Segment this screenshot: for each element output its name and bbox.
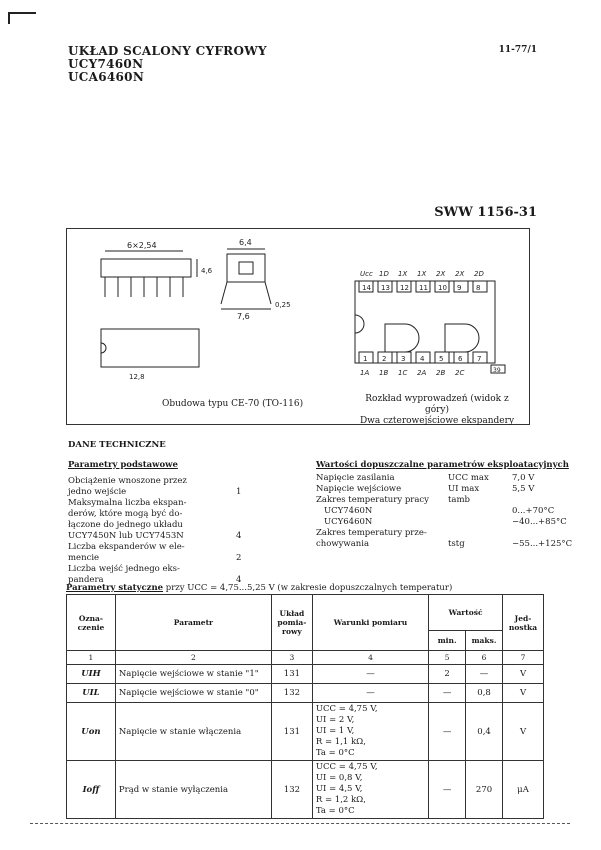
cell-symbol: Ioff <box>67 761 116 819</box>
package-top-view <box>101 329 199 367</box>
pin-number: 14 <box>362 284 371 292</box>
dim-span: 12,8 <box>129 373 145 381</box>
col-conditions-header: Warunki pomiaru <box>312 595 428 651</box>
ref-number: 39 <box>493 367 501 374</box>
cell-unit: V <box>503 703 544 761</box>
cell-circuit: 131 <box>271 703 312 761</box>
package-side-view <box>101 251 197 297</box>
basic-param-line <box>68 520 268 531</box>
limit-name: Napięcie zasilania <box>316 473 395 483</box>
limit-name: UCY7460N <box>324 506 373 516</box>
title-line-2: UCY7460N <box>68 57 144 71</box>
cell-circuit: 131 <box>271 665 312 684</box>
pin-label: 2X <box>455 270 465 278</box>
basic-param-text: mencie <box>68 553 100 563</box>
cell-circuit: 132 <box>271 684 312 703</box>
static-params-table <box>66 594 544 819</box>
limit-symbol: UCC max <box>448 473 489 483</box>
basic-param-text: łączone do jednego układu <box>68 520 183 530</box>
limits-table <box>314 473 594 550</box>
package-leads <box>105 277 183 297</box>
condition-line: UI = 4,5 V, <box>315 784 363 794</box>
limits-heading: Wartości dopuszczalne parametrów eksploatacyjnych <box>316 460 569 470</box>
limit-name: Zakres temperatury pracy <box>316 495 429 505</box>
basic-param-value: 2 <box>236 553 242 563</box>
pin-label: 2C <box>455 369 465 377</box>
limit-value: 7,0 V <box>512 473 535 483</box>
pin-number: 3 <box>401 355 406 363</box>
col-number: 1 <box>67 651 116 665</box>
basic-param-text: UCY7450N lub UCY7453N <box>68 531 184 541</box>
dim-pitch: 6×2,54 <box>127 241 157 250</box>
cell-symbol: UIL <box>67 684 116 703</box>
cell-min: — <box>429 684 466 703</box>
document-title <box>68 45 267 84</box>
limit-value: 5,5 V <box>512 484 535 494</box>
col-number: 6 <box>466 651 503 665</box>
basic-param-text: pandera <box>68 575 104 585</box>
col-number: 5 <box>429 651 466 665</box>
limit-symbol <box>446 528 510 539</box>
pin-number: 10 <box>438 284 447 292</box>
limit-symbol: tstg <box>448 539 465 549</box>
pin-label: 1C <box>398 369 408 377</box>
bottom-rule <box>30 823 570 824</box>
dim-thick: 0,25 <box>275 301 291 309</box>
pin-number: 11 <box>419 284 428 292</box>
pin-label: 1D <box>379 270 389 278</box>
condition-line: UI = 2 V, <box>315 715 355 725</box>
schematic-bottom-pins <box>359 352 487 377</box>
col-symbol-header: Ozna-czenie <box>67 595 116 651</box>
dim-height: 4,6 <box>201 267 213 275</box>
col-value-header: Wartość <box>429 595 503 631</box>
pin-number: 5 <box>439 355 444 363</box>
col-number: 3 <box>271 651 312 665</box>
limit-value <box>510 528 594 539</box>
cell-max: 270 <box>466 761 503 819</box>
col-min-header: min. <box>429 631 466 651</box>
cell-param: Napięcie wejściowe w stanie "0" <box>115 684 271 703</box>
limit-name: Napięcie wejściowe <box>316 484 402 494</box>
pin-label: 1X <box>398 270 408 278</box>
col-max-header: maks. <box>466 631 503 651</box>
cell-param: Napięcie wejściowe w stanie "1" <box>115 665 271 684</box>
cell-min: 2 <box>429 665 466 684</box>
pin-label: 2B <box>436 369 446 377</box>
condition-line: Ta = 0°C <box>315 748 355 758</box>
page-code: 11-77/1 <box>498 45 537 55</box>
cell-conditions <box>312 761 428 819</box>
col-number: 7 <box>503 651 544 665</box>
table-row <box>67 665 544 684</box>
cell-conditions <box>312 703 428 761</box>
cell-max: 0,8 <box>466 684 503 703</box>
limit-value <box>510 495 594 506</box>
basic-param-value: 1 <box>236 487 242 497</box>
basic-param-text: derów, które mogą być do- <box>68 509 183 519</box>
col-param-header: Parametr <box>115 595 271 651</box>
cell-min: — <box>429 761 466 819</box>
col-unit-header: Jed-nostka <box>503 595 544 651</box>
basic-param-line <box>68 509 268 520</box>
package-caption: Obudowa typu CE-70 (TO-116) <box>162 399 304 409</box>
cell-conditions <box>312 665 428 684</box>
standard-number: SWW 1156-31 <box>434 205 537 220</box>
tech-heading: DANE TECHNICZNE <box>68 440 166 450</box>
cell-symbol: UIH <box>67 665 116 684</box>
basic-param-line <box>68 487 268 498</box>
pin-label: 1X <box>417 270 427 278</box>
pin-label: 1B <box>379 369 389 377</box>
pinout-caption <box>357 394 517 427</box>
basic-param-line <box>68 531 268 542</box>
limit-symbol <box>446 506 510 517</box>
basic-param-text: jedno wejście <box>68 487 127 497</box>
limit-symbol: tamb <box>448 495 470 505</box>
limit-name: UCY6460N <box>324 517 373 527</box>
basic-param-value: 4 <box>236 575 242 585</box>
cell-circuit: 132 <box>271 761 312 819</box>
limit-name: chowywania <box>316 539 370 549</box>
condition-line: — <box>366 688 375 698</box>
limit-value: 0...+70°C <box>512 506 555 516</box>
basic-param-text: Liczba ekspanderów w ele- <box>68 542 185 552</box>
condition-line: Ta = 0°C <box>315 806 355 816</box>
pin-label: 1A <box>360 369 370 377</box>
basic-params-heading: Parametry podstawowe <box>68 460 178 470</box>
basic-param-line <box>68 498 268 509</box>
limit-row <box>314 473 594 484</box>
limit-value: −40...+85°C <box>512 517 567 527</box>
static-heading-bold: Parametry statyczne <box>66 583 164 593</box>
pin-number: 13 <box>381 284 390 292</box>
basic-param-line <box>68 476 268 487</box>
col-number: 4 <box>312 651 428 665</box>
limit-row <box>314 495 594 506</box>
basic-param-text: Maksymalna liczba ekspan- <box>68 498 187 508</box>
schematic-top-pins <box>359 270 487 292</box>
limit-row <box>314 517 594 528</box>
cell-max: — <box>466 665 503 684</box>
basic-param-line <box>68 542 268 553</box>
dim-lead: 7,6 <box>237 312 250 321</box>
basic-param-line <box>68 564 268 575</box>
limit-symbol <box>446 517 510 528</box>
pin-label: 2X <box>436 270 446 278</box>
condition-line: UI = 1 V, <box>315 726 355 736</box>
pin-number: 2 <box>382 355 387 363</box>
figure-box <box>66 228 530 425</box>
pin-number: 4 <box>420 355 425 363</box>
condition-line: R = 1,1 kΩ, <box>315 737 366 747</box>
title-line-1: UKŁAD SCALONY CYFROWY <box>68 44 267 58</box>
pin-number: 6 <box>458 355 463 363</box>
basic-param-text: Obciążenie wnoszone przez <box>68 476 187 486</box>
cell-symbol: Uon <box>67 703 116 761</box>
static-params-heading <box>66 583 452 593</box>
cell-param: Prąd w stanie wyłączenia <box>115 761 271 819</box>
pin-number: 1 <box>363 355 368 363</box>
cell-param: Napięcie w stanie włączenia <box>115 703 271 761</box>
condition-line: UI = 0,8 V, <box>315 773 363 783</box>
pin-number: 8 <box>476 284 481 292</box>
pinout-schematic <box>355 281 495 363</box>
pin-number: 12 <box>400 284 409 292</box>
basic-param-line <box>68 553 268 564</box>
pin-label: 2A <box>417 369 427 377</box>
table-row <box>67 703 544 761</box>
col-circuit-header: Układ pomia-rowy <box>271 595 312 651</box>
cell-min: — <box>429 703 466 761</box>
limit-row <box>314 539 594 550</box>
pin-number: 9 <box>457 284 462 292</box>
pinout-caption-line-2: Dwa czterowejściowe ekspandery <box>359 416 515 426</box>
basic-param-text: Liczba wejść jednego eks- <box>68 564 180 574</box>
limit-symbol: UI max <box>448 484 480 494</box>
col-number: 2 <box>115 651 271 665</box>
condition-line: UCC = 4,75 V, <box>315 704 378 714</box>
condition-line: R = 1,2 kΩ, <box>315 795 366 805</box>
pin-label: Ucc <box>360 270 373 278</box>
condition-line: — <box>366 669 375 679</box>
table-row <box>67 684 544 703</box>
limit-row <box>314 506 594 517</box>
pin-label: 2D <box>474 270 484 278</box>
corner-mark <box>8 12 36 24</box>
package-end-view <box>221 249 271 309</box>
cell-max: 0,4 <box>466 703 503 761</box>
limit-row <box>314 484 594 495</box>
title-line-3: UCA6460N <box>68 70 145 84</box>
dim-width: 6,4 <box>239 238 252 247</box>
limit-value: −55...+125°C <box>512 539 573 549</box>
pin-number: 7 <box>477 355 482 363</box>
limit-name: Zakres temperatury prze- <box>316 528 427 538</box>
pinout-caption-line-1: Rozkład wyprowadzeń (widok z góry) <box>365 394 509 415</box>
cell-conditions <box>312 684 428 703</box>
basic-param-value: 4 <box>236 531 242 541</box>
cell-unit: μA <box>503 761 544 819</box>
limit-row <box>314 528 594 539</box>
condition-line: UCC = 4,75 V, <box>315 762 378 772</box>
cell-unit: V <box>503 684 544 703</box>
cell-unit: V <box>503 665 544 684</box>
column-numbers-row <box>67 651 544 665</box>
table-row <box>67 761 544 819</box>
static-heading-rest: przy UCC = 4,75...5,25 V (w zakresie dopuszczalnych temperatur) <box>165 583 453 593</box>
